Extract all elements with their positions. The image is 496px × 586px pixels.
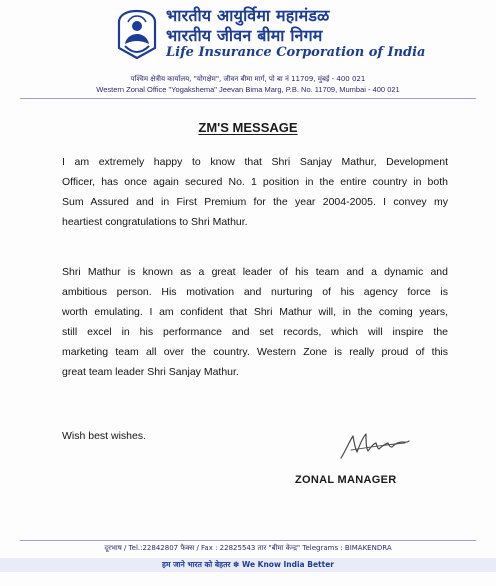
- paragraph-line: worth emulating. I am confident that Shri Mathur will, in the coming years,: [62, 306, 448, 318]
- footer-divider: [20, 540, 476, 541]
- header-divider: [20, 98, 476, 99]
- paragraph-line: Sum Assured and in First Premium for the year 2004-2005. I convey my: [62, 196, 448, 208]
- paragraph-line: ambitious person. His motivation and nurturing of his agency force is: [62, 286, 448, 298]
- org-name-hindi-marathi: भारतीय आयुर्विमा महामंडळ: [166, 6, 330, 25]
- paragraph-2: [62, 262, 448, 382]
- closing-line: Wish best wishes.: [62, 430, 147, 442]
- paragraph-line: Officer, has once again secured No. 1 position in the entire country in both: [62, 176, 448, 188]
- letter-heading-text: ZM'S MESSAGE: [198, 120, 298, 135]
- letter-heading: [0, 120, 496, 135]
- lic-logo-icon: [115, 8, 159, 60]
- office-address-hindi: पश्चिम क्षेत्रीय कार्यालय, "योगक्षेम", जीवन बीमा मार्ग, पो बा नं 11709, मुंबई - 400 021: [130, 75, 366, 83]
- paragraph-line: I am extremely happy to know that Shri Sanjay Mathur, Development: [62, 156, 448, 168]
- org-name-english: Life Insurance Corporation of India: [166, 45, 426, 60]
- paragraph-line: heartiest congratulations to Shri Mathur.: [62, 216, 248, 228]
- org-name-hindi: भारतीय जीवन बीमा निगम: [166, 26, 323, 45]
- paragraph-line: Shri Mathur is known as a great leader of his team and a dynamic and: [62, 266, 448, 278]
- paragraph-line: great team leader Shri Sanjay Mathur.: [62, 366, 239, 378]
- handwritten-signature: [335, 428, 415, 464]
- footer-contact-info: दूरभाष / Tel.:22842807 फैक्स / Fax : 22825543 तार "बीमा केन्द्र" Telegrams : BIMAKENDRA: [104, 544, 392, 552]
- paragraph-line: marketing team all over the country. Western Zone is really proud of this: [62, 346, 448, 358]
- office-address-english: Western Zonal Office "Yogakshema" Jeevan Bima Marg, P.B. No. 11709, Mumbai - 400 021: [96, 85, 400, 94]
- footer-slogan: हम जाने भारत को बेहतर ✽ We Know India Better: [161, 560, 334, 569]
- signatory-title: ZONAL MANAGER: [295, 474, 397, 486]
- paragraph-1: [62, 152, 448, 232]
- paragraph-line: still excel in his performance and set records, which will inspire the: [62, 326, 448, 338]
